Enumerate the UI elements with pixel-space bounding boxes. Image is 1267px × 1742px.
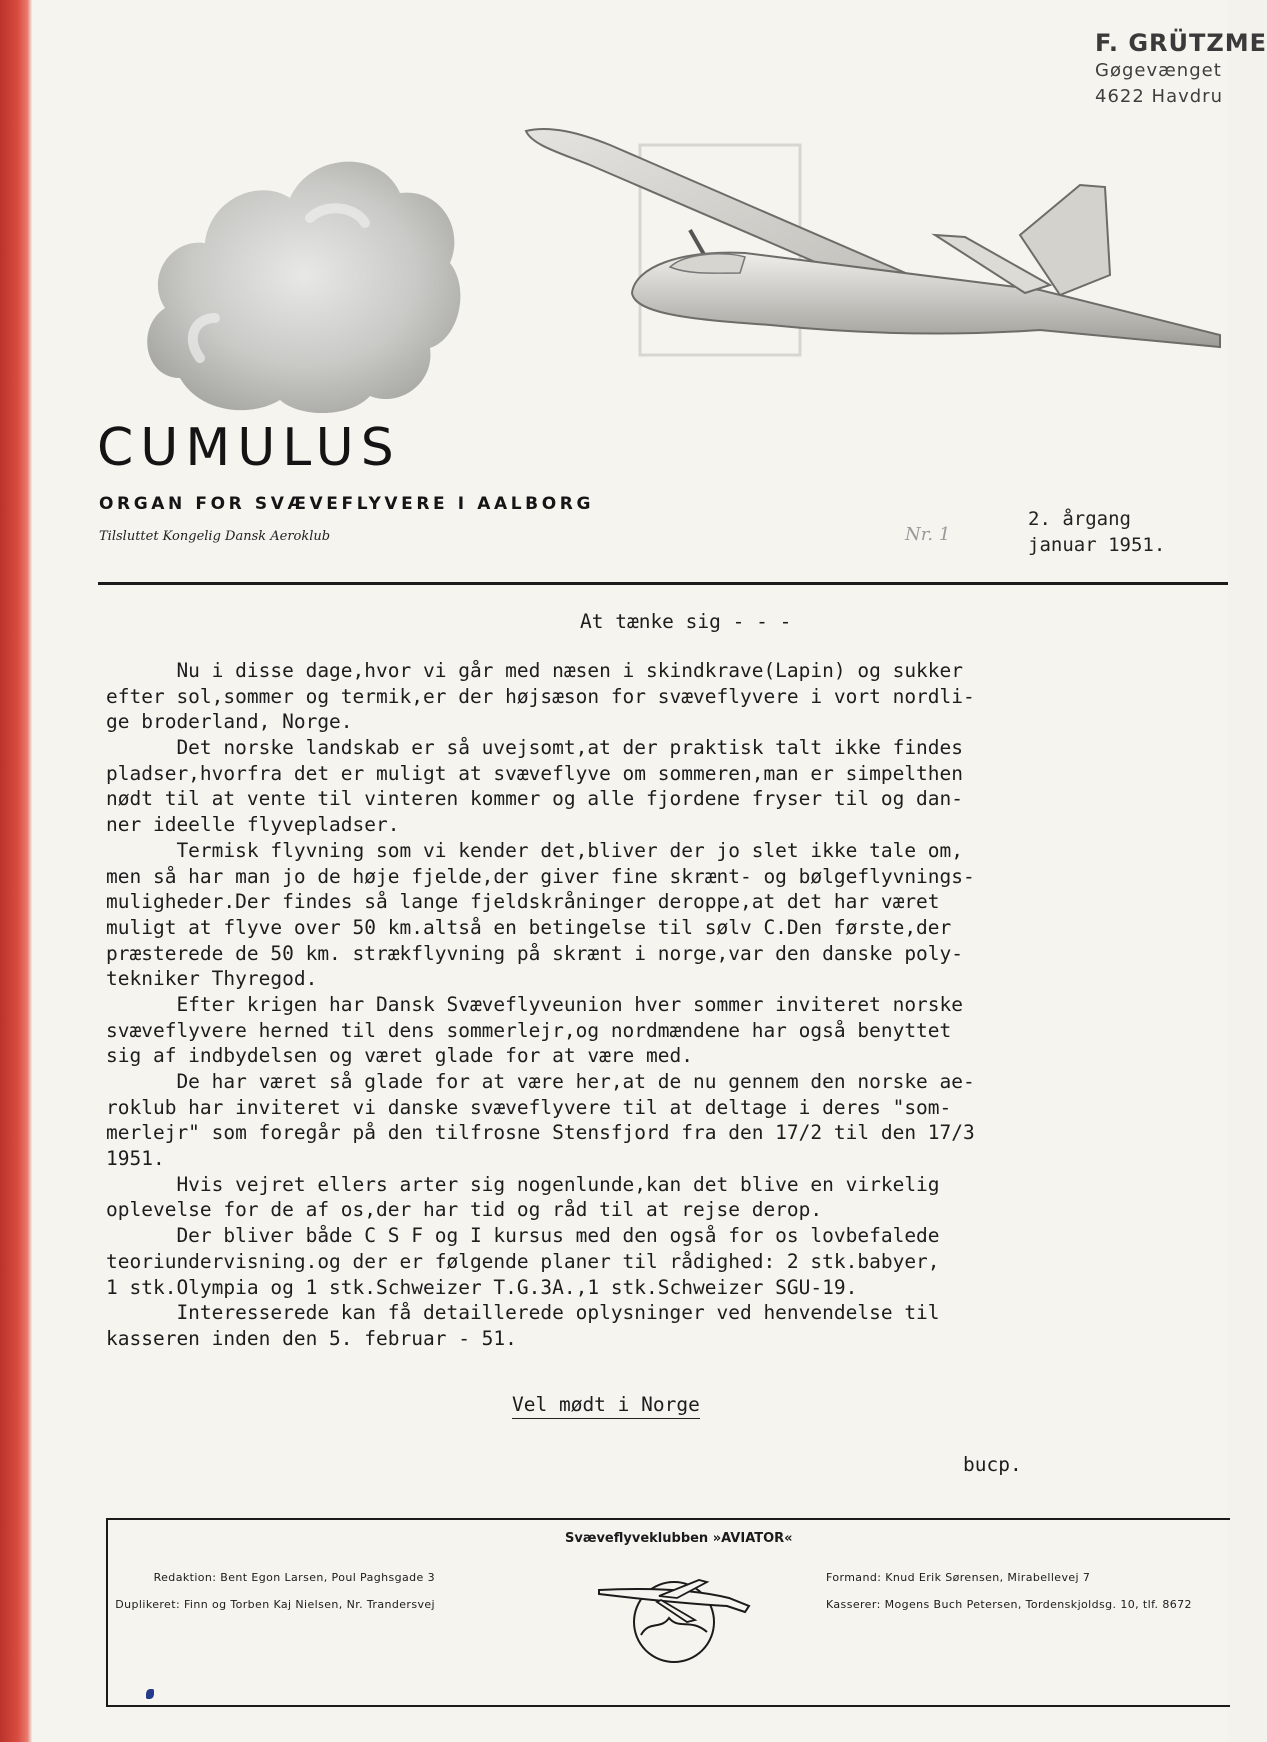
- article-line: Termisk flyvning som vi kender det,bliver der jo slet ikke tale om,: [106, 838, 964, 862]
- article-line: 1951.: [106, 1147, 165, 1171]
- footer-treasurer: Kasserer: Mogens Buch Petersen, Tordenskjoldsg. 10, tlf. 8672: [826, 1598, 1192, 1611]
- article-line: muligheder.Der findes så lange fjeldskråninger deroppe,at det har været: [106, 890, 940, 914]
- article-line: roklub har inviteret vi danske svæveflyvere til at deltage i deres "som-: [106, 1095, 952, 1119]
- article-line: Efter krigen har Dansk Svæveflyveunion hver sommer inviteret norske: [106, 992, 964, 1016]
- footer-duplicated: Duplikeret: Finn og Torben Kaj Nielsen, Nr. Trandersvej: [115, 1598, 435, 1611]
- masthead-affiliation: Tilsluttet Kongelig Dansk Aeroklub: [99, 529, 331, 544]
- footer-club-name: Svæveflyveklubben »AVIATOR«: [565, 1531, 793, 1546]
- issue-date: januar 1951.: [1028, 534, 1166, 556]
- footer-editorial: Redaktion: Bent Egon Larsen, Poul Paghsgade 3: [153, 1571, 435, 1584]
- article-line: efter sol,sommer og termik,er der højsæson for svæveflyvere i vort nordli-: [106, 684, 975, 708]
- article-line: 1 stk.Olympia og 1 stk.Schweizer T.G.3A.,1 stk.Schweizer SGU-19.: [106, 1275, 858, 1299]
- address-stamp: [1095, 28, 1267, 110]
- cloud-illustration: [140, 128, 465, 418]
- ink-mark: [146, 1689, 154, 1699]
- article-line: Nu i disse dage,hvor vi går med næsen i skindkrave(Lapin) og sukker: [106, 659, 964, 682]
- article-line: oplevelse for de af os,der har tid og råd til at rejse derop.: [106, 1198, 823, 1222]
- masthead-subtitle: ORGAN FOR SVÆVEFLYVERE I AALBORG: [99, 494, 595, 514]
- article-heading: At tænke sig - - -: [580, 610, 792, 633]
- header-rule: [98, 582, 1228, 585]
- article-line: Det norske landskab er så uvejsomt,at der praktisk talt ikke findes: [106, 736, 964, 760]
- article-line: teoriundervisning.og der er følgende planer til rådighed: 2 stk.babyer,: [106, 1249, 940, 1273]
- stamp-address-line2: 4622 Havdru: [1095, 86, 1223, 107]
- article-line: ge broderland, Norge.: [106, 710, 353, 734]
- article-line: Der bliver både C S F og I kursus med den også for os lovbefalede: [106, 1224, 940, 1248]
- footer-chairman: Formand: Knud Erik Sørensen, Mirabellevej 7: [826, 1571, 1091, 1584]
- article-signature: bucp.: [963, 1453, 1022, 1476]
- article-line: muligt at flyve over 50 km.altså en betingelse til sølv C.Den første,der: [106, 915, 952, 939]
- article-line: nødt til at vente til vinteren kommer og alle fjordene fryser til og dan-: [106, 787, 964, 811]
- stamp-address-line1: Gøgevænget: [1095, 60, 1222, 81]
- aviator-emblem-icon: [599, 1560, 755, 1668]
- article-line: men så har man jo de høje fjelde,der giver fine skrænt- og bølgeflyvnings-: [106, 864, 975, 888]
- article-closing: Vel mødt i Norge: [512, 1392, 700, 1419]
- article-line: præsterede de 50 km. strækflyvning på skrænt i norge,var den danske poly-: [106, 941, 964, 965]
- footer-box: [106, 1518, 1230, 1707]
- handwritten-note: Nr. 1: [905, 524, 951, 545]
- article-line: svæveflyvere herned til dens sommerlejr,og nordmændene har også benyttet: [106, 1018, 952, 1042]
- issue-volume: 2. årgang: [1028, 508, 1131, 530]
- article-line: Interesserede kan få detaillerede oplysninger ved henvendelse til: [106, 1301, 940, 1325]
- issue-info: [1028, 506, 1165, 558]
- article-body: [106, 658, 1216, 1352]
- glider-illustration: [520, 125, 1228, 395]
- article-line: Hvis vejret ellers arter sig nogenlunde,kan det blive en virkelig: [106, 1172, 940, 1196]
- article-line: kasseren inden den 5. februar - 51.: [106, 1326, 517, 1350]
- red-binding-edge: [0, 0, 32, 1742]
- footer-right-officers: [826, 1564, 1192, 1618]
- article-line: merlejr" som foregår på den tilfrosne Stensfjord fra den 17/2 til den 17/3: [106, 1121, 975, 1145]
- article-line: sig af indbydelsen og været glade for at være med.: [106, 1044, 693, 1068]
- article-line: ner ideelle flyvepladser.: [106, 813, 400, 837]
- stamp-name: F. GRÜTZME: [1095, 29, 1267, 57]
- article-line: pladser,hvorfra det er muligt at svæveflyve om sommeren,man er simpelthen: [106, 761, 964, 785]
- article-line: tekniker Thyregod.: [106, 967, 318, 991]
- footer-left-credits: [115, 1564, 435, 1618]
- masthead-title: CUMULUS: [97, 418, 401, 478]
- article-line: De har været så glade for at være her,at de nu gennem den norske ae-: [106, 1070, 975, 1093]
